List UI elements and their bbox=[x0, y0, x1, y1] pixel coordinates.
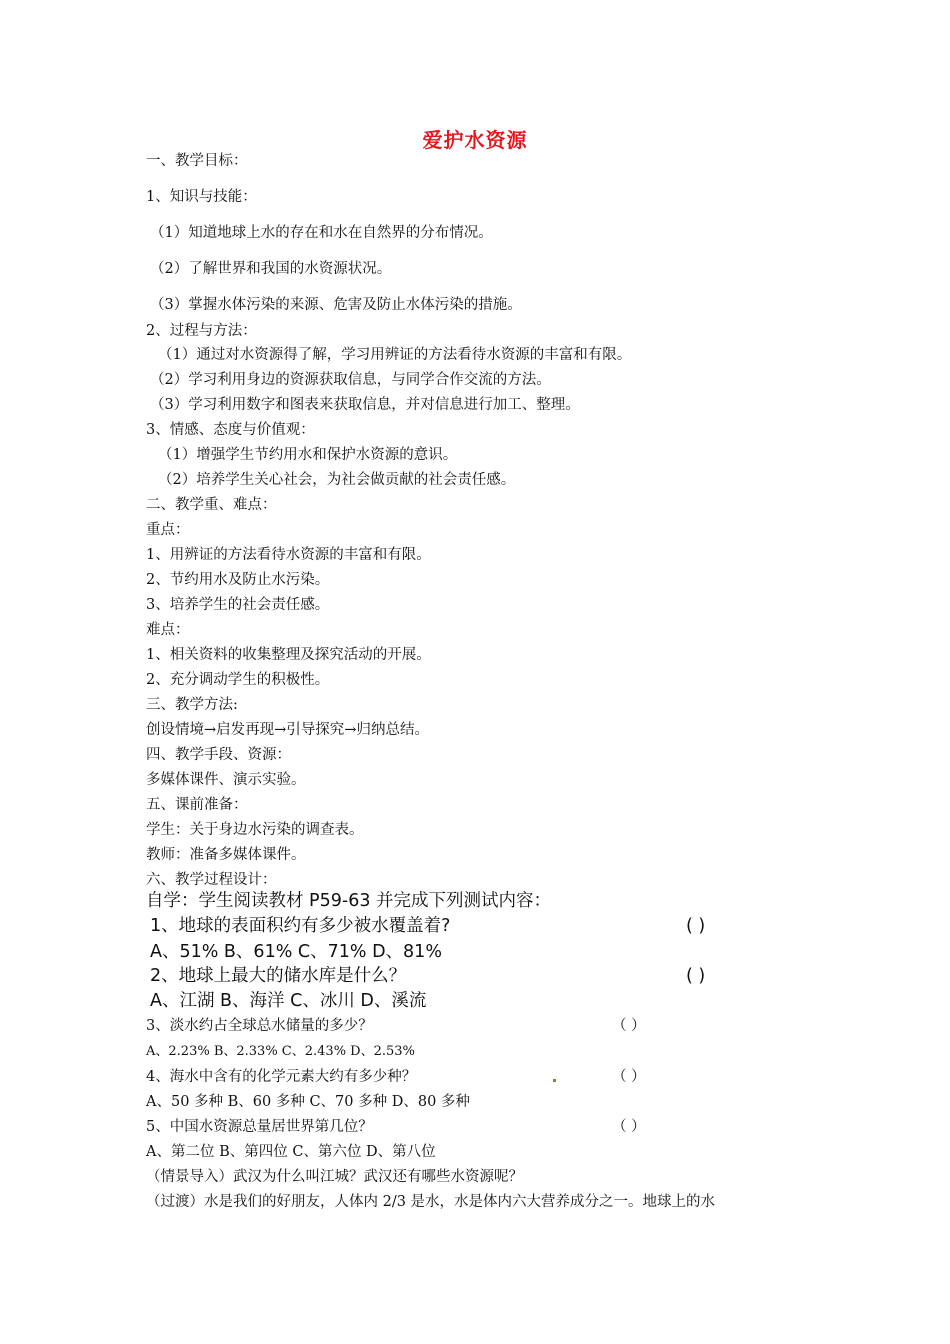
answer-blank-2[interactable]: ( ) bbox=[686, 966, 706, 986]
question-1: 1、地球的表面积约有多少被水覆盖着? bbox=[150, 916, 451, 936]
resources-text: 多媒体课件、演示实验。 bbox=[146, 772, 306, 788]
answer-blank-1[interactable]: ( ) bbox=[686, 916, 706, 936]
subheading-attitude: 3、情感、态度与价值观： bbox=[146, 422, 315, 438]
label-key: 重点： bbox=[146, 522, 190, 538]
question-4-options: A、50 多种 B、60 多种 C、70 多种 D、80 多种 bbox=[146, 1094, 470, 1110]
prep-students: 学生：关于身边水污染的调查表。 bbox=[146, 822, 364, 838]
answer-blank-3[interactable]: （ ） bbox=[612, 1018, 646, 1034]
objective-line: （1）知道地球上水的存在和水在自然界的分布情况。 bbox=[150, 225, 493, 241]
section-heading-methods: 三、教学方法: bbox=[146, 697, 238, 713]
key-line: 2、节约用水及防止水污染。 bbox=[146, 572, 330, 588]
answer-blank-5[interactable]: （ ） bbox=[612, 1119, 646, 1135]
stray-dot bbox=[553, 1079, 556, 1082]
attitude-line: （2）培养学生关心社会，为社会做贡献的社会责任感。 bbox=[158, 472, 516, 488]
selfstudy-intro: 自学：学生阅读教材 P59-63 并完成下列测试内容： bbox=[146, 891, 552, 911]
subheading-knowledge: 1、知识与技能： bbox=[146, 189, 257, 205]
paragraph-intro: （情景导入）武汉为什么叫江城？武汉还有哪些水资源呢？ bbox=[146, 1169, 523, 1185]
question-5-options: A、第二位 B、第四位 C、第六位 D、第八位 bbox=[146, 1144, 436, 1160]
question-3: 3、淡水约占全球总水储量的多少？ bbox=[146, 1018, 373, 1034]
attitude-line: （1）增强学生节约用水和保护水资源的意识。 bbox=[158, 447, 458, 463]
label-difficult: 难点： bbox=[146, 622, 190, 638]
question-2-options: A、江湖 B、海洋 C、冰川 D、溪流 bbox=[150, 991, 427, 1011]
section-heading-keypoints: 二、教学重、难点： bbox=[146, 497, 277, 513]
paragraph-transition: （过渡）水是我们的好朋友，人体内 2/3 是水，水是体内六大营养成分之一。地球上的水 bbox=[146, 1194, 716, 1210]
section-heading-resources: 四、教学手段、资源： bbox=[146, 747, 291, 763]
question-4: 4、海水中含有的化学元素大约有多少种？ bbox=[146, 1069, 417, 1085]
question-5: 5、中国水资源总量居世界第几位？ bbox=[146, 1119, 373, 1135]
answer-blank-4[interactable]: （ ） bbox=[612, 1069, 646, 1085]
section-heading-objectives: 一、教学目标： bbox=[146, 153, 248, 169]
process-line: （1）通过对水资源得了解，学习用辨证的方法看待水资源的丰富和有限。 bbox=[158, 347, 632, 363]
objective-line: （2）了解世界和我国的水资源状况。 bbox=[150, 261, 392, 277]
page-title: 爱护水资源 bbox=[422, 128, 528, 152]
objective-line: （3）掌握水体污染的来源、危害及防止水体污染的措施。 bbox=[150, 297, 522, 313]
difficult-line: 2、充分调动学生的积极性。 bbox=[146, 672, 330, 688]
difficult-line: 1、相关资料的收集整理及探究活动的开展。 bbox=[146, 647, 431, 663]
methods-text: 创设情境→启发再现→引导探究→归纳总结。 bbox=[146, 722, 429, 738]
question-3-options: A、2.23% B、2.33% C、2.43% D、2.53% bbox=[146, 1044, 415, 1059]
process-line: （2）学习利用身边的资源获取信息，与同学合作交流的方法。 bbox=[150, 372, 551, 388]
process-line: （3）学习利用数字和图表来获取信息，并对信息进行加工、整理。 bbox=[150, 397, 580, 413]
section-heading-preparation: 五、课前准备： bbox=[146, 797, 248, 813]
key-line: 3、培养学生的社会责任感。 bbox=[146, 597, 330, 613]
question-2: 2、地球上最大的储水库是什么？ bbox=[150, 966, 407, 986]
subheading-process: 2、过程与方法： bbox=[146, 323, 257, 339]
key-line: 1、用辨证的方法看待水资源的丰富和有限。 bbox=[146, 547, 431, 563]
question-1-options: A、51% B、61% C、71% D、81% bbox=[150, 942, 442, 962]
prep-teacher: 教师：准备多媒体课件。 bbox=[146, 847, 306, 863]
section-heading-process-design: 六、教学过程设计： bbox=[146, 872, 277, 888]
